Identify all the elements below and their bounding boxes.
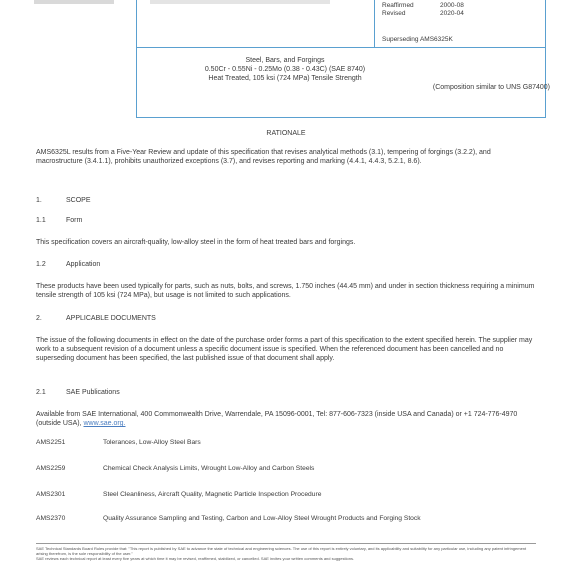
footer-line-2: SAE reviews each technical report at least every five years at which time it may be revised, reaffirmed, stabilized, or cancelled. SAE invites your written comments and suggestions.: [36, 556, 355, 561]
section-1-1-title: Form: [66, 217, 83, 224]
reference-row: [36, 438, 536, 447]
reference-title: Tolerances, Low-Alloy Steel Bars: [103, 439, 201, 446]
reference-code: AMS2251: [36, 439, 66, 446]
section-1-2-heading: [36, 260, 536, 269]
title-line-3: Heat Treated, 105 ksi (724 MPa) Tensile Strength: [208, 75, 362, 82]
title-line-2: 0.50Cr - 0.55Ni - 0.25Mo (0.38 - 0.43C) (SAE 8740): [204, 66, 366, 73]
section-2-1-number: 2.1: [36, 389, 46, 396]
section-1-2-title: Application: [66, 261, 101, 268]
sae-website-link[interactable]: www.sae.org.: [83, 420, 126, 427]
document-title: [0, 56, 570, 92]
section-1-1-number: 1.1: [36, 217, 46, 224]
section-2-number: 2.: [36, 315, 42, 322]
section-1-2-number: 1.2: [36, 261, 46, 268]
reference-title: Steel Cleanliness, Aircraft Quality, Magnetic Particle Inspection Procedure: [103, 491, 322, 498]
header-remnant-bar: [34, 0, 114, 4]
title-line-4: (Composition similar to UNS G87400): [432, 84, 550, 91]
reference-row: [36, 464, 536, 473]
reference-row: [36, 490, 536, 499]
form-text: This specification covers an aircraft-quality, low-alloy steel in the form of heat treated bars and forgings.: [36, 239, 356, 246]
reaffirmed-value: 2000-08: [440, 2, 464, 9]
section-1-heading: [36, 196, 536, 205]
section-2-1-title: SAE Publications: [66, 389, 120, 396]
section-1-title: SCOPE: [66, 197, 91, 204]
section-2-title: APPLICABLE DOCUMENTS: [66, 315, 156, 322]
footer-rule: [36, 543, 536, 544]
reaffirmed-row: [382, 2, 464, 10]
reference-row: [36, 514, 536, 523]
reference-code: AMS2259: [36, 465, 66, 472]
section-2-1-heading: [36, 388, 536, 397]
reference-code: AMS2301: [36, 491, 66, 498]
footer-notice: [36, 546, 536, 561]
documents-text: The issue of the following documents in effect on the date of the purchase order forms a part of this specification to the extent specified herein. The supplier may work to a subsequent revision of a document unless a specific document issue is specified. When the referenced document has been cancelled and no superseding document has been specified, the last published issue of that document shall apply.: [36, 337, 533, 362]
revised-value: 2020-04: [440, 10, 464, 17]
reference-title: Chemical Check Analysis Limits, Wrought Low-Alloy and Carbon Steels: [103, 465, 315, 472]
revised-row: [382, 10, 464, 18]
section-1-1-heading: [36, 216, 536, 225]
title-line-1: Steel, Bars, and Forgings: [245, 57, 325, 64]
dates-block: [382, 2, 464, 18]
sae-publications-text: [36, 410, 536, 428]
header-divider: [137, 47, 545, 48]
footer-line-1: SAE Technical Standards Board Rules provide that: "This report is published by SAE to advance the state of technical and engineering sciences. The use of this report is entirely voluntary, and its applicability and suitability for any particular use, including any patent infringement arising therefrom, is the sole responsibility of the user.": [36, 546, 527, 556]
revised-label: Revised: [382, 10, 406, 17]
application-text: These products have been used typically for parts, such as nuts, bolts, and screws, 1.750 inches (44.45 mm) and under in section thickness requiring a minimum tensile strength of 105 ksi (724 MPa), but usage is not limited to such applications.: [36, 283, 535, 299]
reference-title: Quality Assurance Sampling and Testing, Carbon and Low-Alloy Steel Wrought Products and Forging Stock: [103, 515, 421, 522]
rationale-heading: RATIONALE: [266, 130, 306, 137]
reaffirmed-label: Reaffirmed: [382, 2, 414, 9]
sae-address-text: Available from SAE International, 400 Commonwealth Drive, Warrendale, PA 15096-0001, Tel: 877-606-7323 (inside USA and Canada) or +1 724-776-4970 (outside USA),: [36, 411, 518, 427]
superseding-text: Superseding AMS6325K: [382, 36, 453, 43]
reference-code: AMS2370: [36, 515, 66, 522]
section-2-heading: [36, 314, 536, 323]
section-1-number: 1.: [36, 197, 42, 204]
header-column-divider: [374, 0, 375, 47]
rationale-text: AMS6325L results from a Five-Year Review and update of this specification that revises analytical methods (3.1), tempering of forgings (3.2.2), and macrostructure (3.4.1.1), prohibits unauthorized exceptions (3.7), and revises reporting and marking (4.4.1, 4.4.3, 5.2.1, 8.6).: [36, 149, 491, 165]
